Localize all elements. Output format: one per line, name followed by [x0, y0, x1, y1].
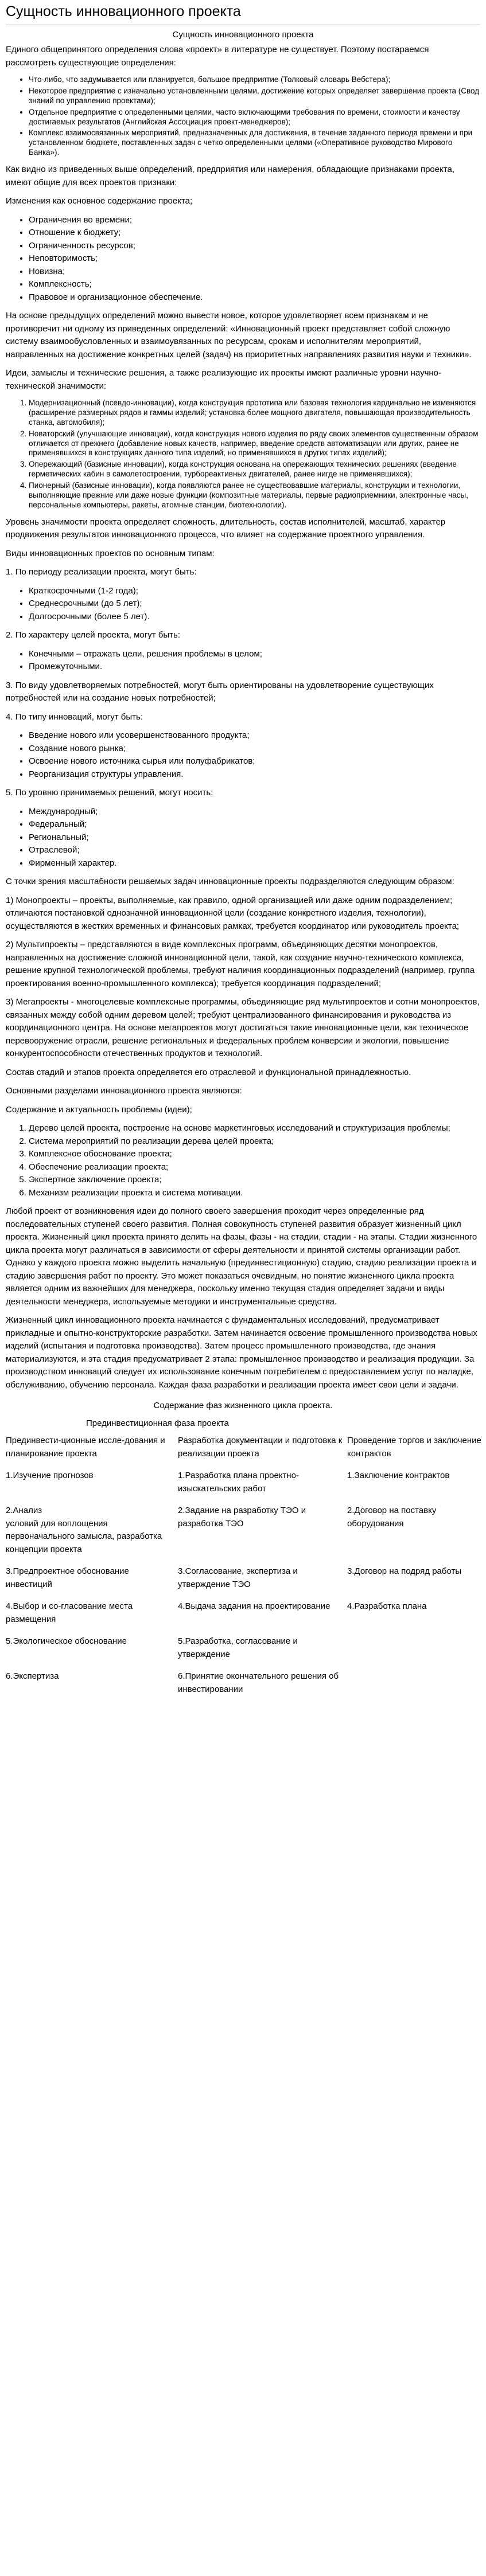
- list-item: • Освоение нового источника сырья или полуфабрикатов;: [29, 755, 480, 768]
- list-item: • Отдельное предприятие с определенными целями, часто включающими требования по времени, стоимости и качеству достигаемых результатов (Английская Ассоциация проект-менеджеров);: [29, 108, 480, 127]
- table-cell: 2.Договор на поставку оборудования: [347, 1506, 437, 1529]
- table-cell: 6.Экспертиза: [6, 1671, 59, 1682]
- table-cell: 4.Выбор и со-гласование места размещения: [6, 1601, 133, 1624]
- table-title: Содержание фаз жизненного цикла проекта.: [153, 1401, 333, 1411]
- list-item: • Новизна;: [29, 265, 480, 279]
- table-cell: [347, 1634, 486, 1669]
- table-cell: 2.Анализ условий для воплощения первоначального замысла, разработка концепции проекта: [6, 1506, 162, 1554]
- list-item: 3. Комплексное обоснование проекта;: [29, 1148, 480, 1161]
- table-subtitle: Прединвестиционная фаза проекта: [86, 1418, 229, 1428]
- definitions-list: [6, 75, 480, 158]
- table-row: [6, 1669, 486, 1704]
- table-row: [6, 1468, 486, 1503]
- sections-intro-paragraph: Основными разделами инновационного проекта являются:: [6, 1086, 242, 1096]
- table-cell: 1.Заключение контрактов: [347, 1471, 450, 1481]
- content-paragraph: Содержание и актуальность проблемы (идеи);: [6, 1104, 192, 1115]
- table-cell: [347, 1669, 486, 1704]
- lifecycle-paragraph-2: Жизненный цикл инновационного проекта начинается с фундаментальных исследований, предусматривает прикладные и опытно-конструкторские разработки. Затем начинается освоение промышленного производства новых изделий (испытания и подготовка производства). Затем процесс промышленного производства, где знания материализуются, и эта стадия предусматривает 2 этапа: промышленное производство и реализация продукции. За производством инноваций следует их использование конечным потребителем с предоставлением услуг по наладке, обслуживанию, обучению персонала. Каждая фаза разработки и реализации проекта имеет свои цели и задачи.: [6, 1315, 477, 1390]
- list-item: • Краткосрочными (1-2 года);: [29, 585, 480, 598]
- table-cell: 1.Изучение прогнозов: [6, 1471, 94, 1481]
- table-row: [6, 1564, 486, 1599]
- table-cell: 3.Предпроектное обоснование инвестиций: [6, 1566, 129, 1589]
- levels-intro-paragraph: Идеи, замыслы и технические решения, а также реализующие их проекты имеют различные уровни научно-технической значимости:: [6, 368, 442, 391]
- list-item: • Ограничения во времени;: [29, 214, 480, 227]
- definition-paragraph: На основе предыдущих определений можно вывести новое, которое удовлетворяет всем признакам и не противоречит ни одному из приведенных определений: «Инновационный проект представляет собой сложную систему взаимообусловленных и взаимоувязанных по ресурсам, срокам и исполнителям мероприятий, направленных на достижение конкретных целей (задач) на приоритетных направлениях развития науки и техники».: [6, 311, 472, 359]
- features-intro-paragraph: Как видно из приведенных выше определений, предприятия или намерения, обладающие признаками проекта, имеют общие для всех проектов признаки:: [6, 165, 455, 187]
- intro-paragraph: Единого общепринятого определения слова «проект» в литературе не существует. Поэтому постараемся рассмотреть существующие определения:: [6, 45, 429, 68]
- list-item: 3. Опережающий (базисные инновации), когда конструкция основана на опережающих технических решениях (введение герметических кабин в самолетостроении, турбореактивных двигателей, ранее нигде не применявшихся);: [29, 460, 480, 479]
- list-item: • Создание нового рынка;: [29, 742, 480, 756]
- table-cell: 3.Согласование, экспертиза и утверждение ТЭО: [178, 1566, 298, 1589]
- list-item: • Реорганизация структуры управления.: [29, 768, 480, 781]
- document-subtitle: Сущность инновационного проекта: [172, 29, 314, 40]
- list-item: • Конечными – отражать цели, решения проблемы в целом;: [29, 648, 480, 661]
- goal-paragraph: 2. По характеру целей проекта, могут быть:: [6, 630, 180, 640]
- megaprojects-paragraph: 3) Мегапроекты - многоцелевые комплексные программы, объединяющие ряд мультипроектов и сотни монопроектов, связанных между собой одним деревом целей; требуют централизованного финансирования и руководства из координационного центра. На основе мегапроектов могут достигаться такие инновационные цели, как техническое перевооружение отрасли, решение региональных и федеральных проблем конверсии и экологии, повышение конкурентоспособности отечественных продуктов и технологий.: [6, 997, 480, 1059]
- list-item: 4. Пионерный (базисные инновации), когда появляются ранее не существовавшие материалы, конструкции и технологии, выполняющие прежние или даже новые функции (композитные материалы, первые радиоприемники, электронные часы, персональные компьютеры, ракеты, атомные станции, биотехнологии).: [29, 481, 480, 510]
- list-item: • Региональный;: [29, 831, 480, 845]
- multiprojects-paragraph: 2) Мультипроекты – представляются в виде комплексных программ, объединяющих десятки монопроектов, направленных на достижение сложной инновационной цели, такой, как создание научно-технического комплекса, решение крупной технологической проблемы, требуют наличия координационных подразделений (например, группа проектирования военно-промышленного комплекса); требуется координация подразделений;: [6, 940, 475, 988]
- list-item: • Что-либо, что задумывается или планируется, большое предприятие (Толковый словарь Вебстера);: [29, 75, 480, 85]
- innovation-type-list: [6, 729, 480, 781]
- list-item: • Фирменный характер.: [29, 857, 480, 870]
- needs-paragraph: 3. По виду удовлетворяемых потребностей, могут быть ориентированы на удовлетворение существующих потребностей или на создание новых потребностей;: [6, 680, 434, 703]
- features-list: [6, 214, 480, 304]
- list-item: 2. Система мероприятий по реализации дерева целей проекта;: [29, 1135, 480, 1148]
- list-item: • Среднесрочными (до 5 лет);: [29, 597, 480, 611]
- page-title: Сущность инновационного проекта: [6, 2, 480, 25]
- list-item: • Некоторое предприятие с изначально установленными целями, достижение которых определяет завершение проекта (Свод знаний по управлению проектами);: [29, 87, 480, 106]
- list-item: 1. Дерево целей проекта, построение на основе маркетинговых исследований и структуризация проблемы;: [29, 1122, 480, 1135]
- scale-intro-paragraph: С точки зрения масштабности решаемых задач инновационные проекты подразделяются следующим образом:: [6, 877, 454, 887]
- composition-paragraph: Состав стадий и этапов проекта определяется его отраслевой и функциональной принадлежностью.: [6, 1067, 411, 1077]
- list-item: • Долгосрочными (более 5 лет).: [29, 611, 480, 624]
- table-row: [6, 1599, 486, 1634]
- list-item: 6. Механизм реализации проекта и система мотивации.: [29, 1187, 480, 1200]
- table-cell: 4.Выдача задания на проектирование: [178, 1601, 331, 1612]
- lifecycle-paragraph: Любой проект от возникновения идеи до полного своего завершения проходит через определенные ряд последовательных ступеней своего развития. Полная совокупность ступеней развития образует жизненный цикл проекта. Жизненный цикл проекта принято делить на фазы, фазы - на стадии, стадии - на этапы. Стадии жизненного цикла проекта могут различаться в зависимости от сферы деятельности и принятой системы организации работ. Однако у каждого проекта можно выделить начальную (прединвестиционную) стадию, стадию реализации проекта и стадию завершения работ по проекту. Это может показаться очевидным, но понятие жизненного цикла проекта является одним из важнейших для менеджера, поскольку именно текущая стадия определяет задачи и виды деятельности менеджера, используемые методики и инструментальные средства.: [6, 1206, 477, 1307]
- list-item: • Промежуточными.: [29, 660, 480, 674]
- list-item: • Отношение к бюджету;: [29, 226, 480, 240]
- table-cell: 3.Договор на подряд работы: [347, 1566, 462, 1577]
- table-header-cell: Прединвести-ционные иссле-дования и планирование проекта: [6, 1436, 165, 1459]
- table-cell: 1.Разработка плана проектно-изыскательских работ: [178, 1471, 300, 1494]
- level-significance-paragraph: Уровень значимости проекта определяет сложность, длительность, состав исполнителей, масштаб, характер продвижения результатов инновационного процесса, что влияет на содержание проектного управления.: [6, 517, 446, 540]
- table-header-cell: Разработка документации и подготовка к реализации проекта: [178, 1436, 343, 1459]
- period-list: [6, 585, 480, 624]
- level-decisions-list: [6, 806, 480, 870]
- goal-list: [6, 648, 480, 674]
- level-decisions-paragraph: 5. По уровню принимаемых решений, могут носить:: [6, 788, 213, 798]
- list-item: • Международный;: [29, 806, 480, 819]
- table-cell: 2.Задание на разработку ТЭО и разработка ТЭО: [178, 1506, 306, 1529]
- table-cell: 5.Разработка, согласование и утверждение: [178, 1636, 298, 1659]
- list-item: • Федеральный;: [29, 818, 480, 831]
- phases-table: [6, 1433, 486, 1704]
- table-cell: 4.Разработка плана: [347, 1601, 427, 1612]
- list-item: 5. Экспертное заключение проекта;: [29, 1174, 480, 1187]
- list-item: • Ограниченность ресурсов;: [29, 240, 480, 253]
- monoprojects-paragraph: 1) Монопроекты – проекты, выполняемые, как правило, одной организацией или даже одним подразделением; отличаются постановкой однозначной инновационной цели (создание конкретного изделия, технологии), осуществляются в жестких временных и финансовых рамках, требуется координатор или руководитель проекта;: [6, 895, 460, 931]
- table-header-cell: Проведение торгов и заключение контрактов: [347, 1436, 481, 1459]
- table-row: [6, 1634, 486, 1669]
- innovation-type-paragraph: 4. По типу инноваций, могут быть:: [6, 712, 143, 722]
- table-row: [6, 1503, 486, 1564]
- table-header-row: [6, 1433, 486, 1468]
- list-item: 1. Модернизационный (псевдо-инновации), когда конструкция прототипа или базовая технология кардинально не изменяются (расширение размерных рядов и гаммы изделий; установка более мощного двигателя, повышающая производительность станка, автомобиля);: [29, 398, 480, 428]
- period-paragraph: 1. По периоду реализации проекта, могут быть:: [6, 567, 197, 577]
- table-cell: 6.Принятие окончательного решения об инвестировании: [178, 1671, 339, 1694]
- list-item: • Введение нового или усовершенствованного продукта;: [29, 729, 480, 742]
- list-item: • Неповторимость;: [29, 252, 480, 265]
- list-item: • Правовое и организационное обеспечение.: [29, 291, 480, 304]
- list-item: 2. Новаторский (улучшающие инновации), когда конструкция нового изделия по ряду своих элементов существенным образом отличается от прежнего (добавление новых качеств, например, введение средств автоматизации или других, ранее не применявшихся в конструкциях данного типа изделий, но применявшихся в других типах изделий);: [29, 429, 480, 459]
- types-intro-paragraph: Виды инновационных проектов по основным типам:: [6, 548, 215, 558]
- list-item: • Комплекс взаимосвязанных мероприятий, предназначенных для достижения, в течение заданного периода времени и при установленном бюджете, поставленных задач с четко определенными целями («Оперативное руководство Мирового Банка»).: [29, 128, 480, 158]
- table-cell: 5.Экологическое обоснование: [6, 1636, 127, 1647]
- changes-paragraph: Изменения как основное содержание проекта;: [6, 196, 193, 206]
- sections-list: [6, 1122, 480, 1199]
- levels-list: [6, 398, 480, 510]
- list-item: 4. Обеспечение реализации проекта;: [29, 1161, 480, 1174]
- list-item: • Отраслевой;: [29, 844, 480, 857]
- list-item: • Комплексность;: [29, 278, 480, 291]
